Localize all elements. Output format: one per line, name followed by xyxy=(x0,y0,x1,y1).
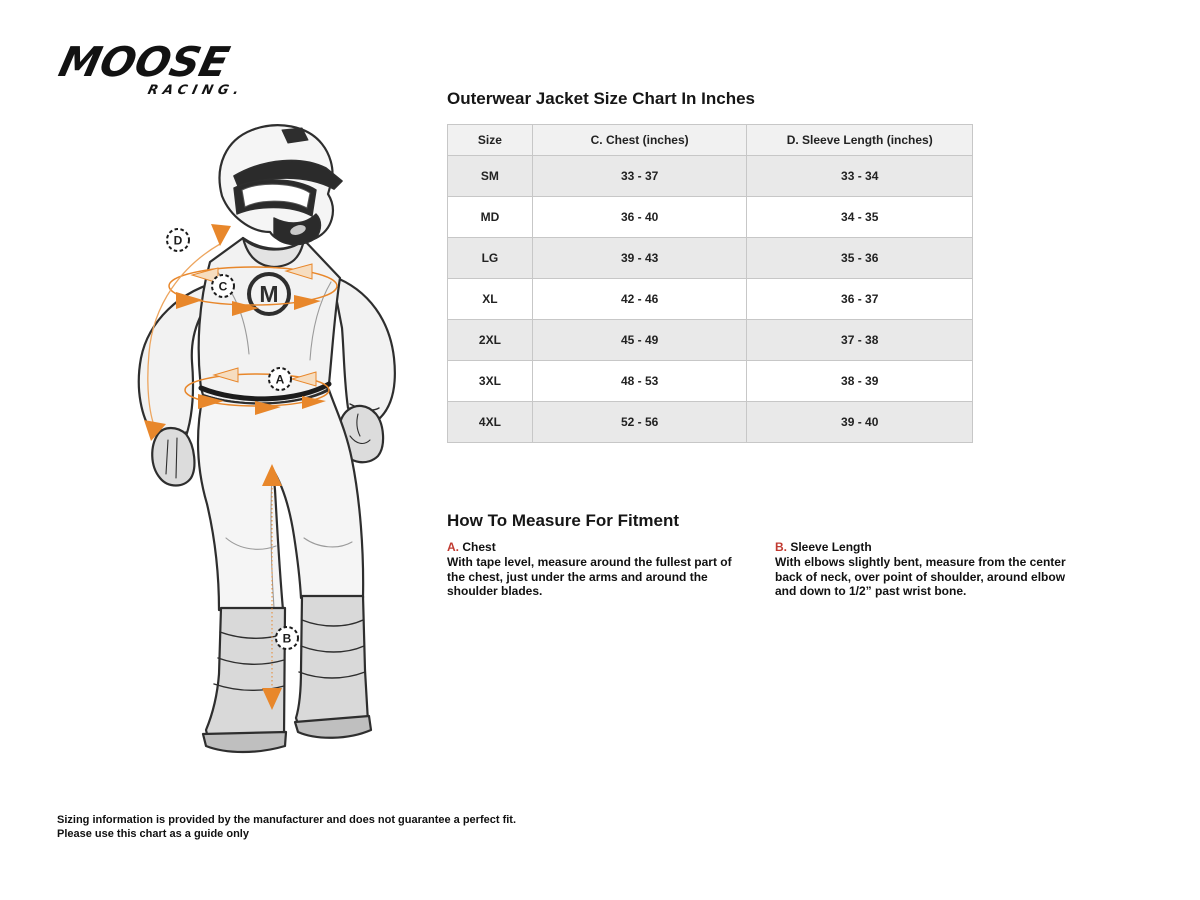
table-cell: 33 - 37 xyxy=(532,156,747,197)
table-row-sm xyxy=(448,156,973,197)
table-cell: 37 - 38 xyxy=(747,320,973,361)
measure-heading: How To Measure For Fitment xyxy=(447,511,680,530)
rider-right-boot xyxy=(296,596,368,734)
table-cell: 45 - 49 xyxy=(532,320,747,361)
rider-figure-svg xyxy=(50,118,440,758)
moose-chest-logo-letter: M xyxy=(259,281,279,307)
svg-text:D: D xyxy=(173,233,183,248)
measure-item-name: Chest xyxy=(462,540,496,554)
rider-left-boot xyxy=(206,608,285,748)
table-cell: XL xyxy=(448,279,533,320)
table-cell: 36 - 40 xyxy=(532,197,747,238)
size-chart-table xyxy=(447,124,973,443)
size-chart-title: Outerwear Jacket Size Chart In Inches xyxy=(447,89,756,108)
table-cell: 38 - 39 xyxy=(747,361,973,402)
measure-item-text: With elbows slightly bent, measure from the center back of neck, over point of shoulder, around elbow and down to 1/2” past wrist bone. xyxy=(775,555,1066,598)
column-header-1: C. Chest (inches) xyxy=(532,125,747,156)
brand-logo-top: MOOSE xyxy=(54,38,234,86)
table-cell: 34 - 35 xyxy=(747,197,973,238)
disclaimer-line-1: Sizing information is provided by the manufacturer and does not guarantee a perfect fit. xyxy=(57,814,517,826)
table-row-xl xyxy=(448,279,973,320)
column-header-2: D. Sleeve Length (inches) xyxy=(747,125,973,156)
rider-left-glove xyxy=(152,428,194,486)
measure-item-sleeve-length xyxy=(775,540,1077,599)
disclaimer xyxy=(57,814,516,841)
table-cell: 39 - 43 xyxy=(532,238,747,279)
table-cell: 4XL xyxy=(448,402,533,443)
measure-item-title xyxy=(447,540,749,554)
table-row-md xyxy=(448,197,973,238)
rider-pants xyxy=(198,390,363,610)
table-cell: 33 - 34 xyxy=(747,156,973,197)
brand-logo xyxy=(52,38,254,98)
label-sleeve-length xyxy=(167,229,189,251)
table-cell: MD xyxy=(448,197,533,238)
table-cell: 36 - 37 xyxy=(747,279,973,320)
table-header-row xyxy=(448,125,973,156)
rider-measurement-diagram xyxy=(50,118,440,758)
measure-columns xyxy=(447,540,1107,599)
left-boot-sole xyxy=(203,732,286,752)
svg-text:B: B xyxy=(282,631,292,646)
measure-item-chest xyxy=(447,540,749,599)
table-row-3xl xyxy=(448,361,973,402)
rider-right-arm xyxy=(332,276,395,418)
label-chest xyxy=(212,275,234,297)
table-cell: SM xyxy=(448,156,533,197)
measure-item-title xyxy=(775,540,1077,554)
svg-text:C: C xyxy=(218,279,228,294)
svg-text:A: A xyxy=(275,372,285,387)
disclaimer-line-2: Please use this chart as a guide only xyxy=(57,827,249,840)
table-cell: 48 - 53 xyxy=(532,361,747,402)
measure-item-letter: B. xyxy=(775,540,791,554)
label-inseam xyxy=(276,627,298,649)
label-waist xyxy=(269,368,291,390)
table-row-2xl xyxy=(448,320,973,361)
table-row-4xl xyxy=(448,402,973,443)
table-cell: 2XL xyxy=(448,320,533,361)
table-cell: LG xyxy=(448,238,533,279)
brand-logo-bottom: RACING. xyxy=(146,82,246,98)
table-cell: 3XL xyxy=(448,361,533,402)
table-cell: 39 - 40 xyxy=(747,402,973,443)
measure-item-text: With tape level, measure around the fullest part of the chest, just under the arms and around the shoulder blades. xyxy=(447,555,732,598)
how-to-measure-section xyxy=(447,511,1107,599)
table-cell: 42 - 46 xyxy=(532,279,747,320)
measure-item-name: Sleeve Length xyxy=(790,540,872,554)
table-cell: 35 - 36 xyxy=(747,238,973,279)
column-header-0: Size xyxy=(448,125,533,156)
table-cell: 52 - 56 xyxy=(532,402,747,443)
table-row-lg xyxy=(448,238,973,279)
measure-item-letter: A. xyxy=(447,540,463,554)
